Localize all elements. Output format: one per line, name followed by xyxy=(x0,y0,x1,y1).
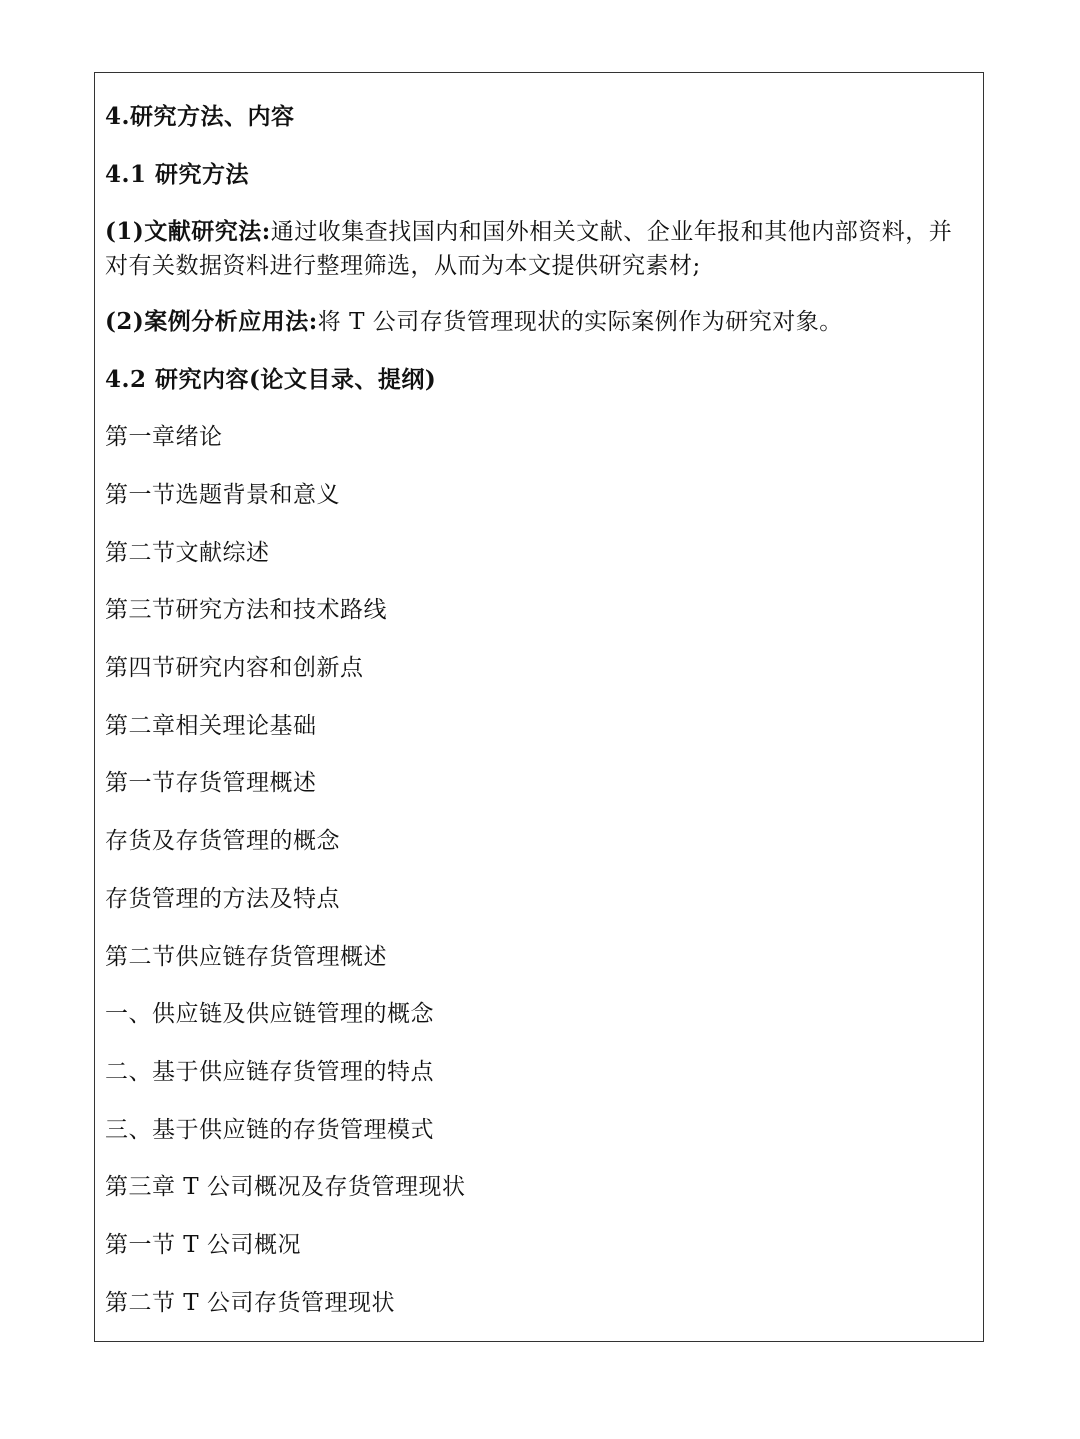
outline-item: 第一节选题背景和意义 xyxy=(105,482,340,508)
outline-item: 存货管理的方法及特点 xyxy=(105,886,340,912)
method-literature-label: (1)文献研究法: xyxy=(105,218,271,245)
method-literature xyxy=(105,215,971,283)
outline-item: 第四节研究内容和创新点 xyxy=(105,655,364,681)
outline-item: 三、基于供应链的存货管理模式 xyxy=(105,1117,434,1143)
methods-heading: 4.1 研究方法 xyxy=(105,161,250,188)
outline-item: 一、供应链及供应链管理的概念 xyxy=(105,1001,434,1027)
outline-item: 第三章 T 公司概况及存货管理现状 xyxy=(105,1174,466,1200)
outline-item: 第一章绪论 xyxy=(105,424,223,450)
method-case-study-text: 将 T 公司存货管理现状的实际案例作为研究对象。 xyxy=(317,309,843,335)
outline-item: 第一节存货管理概述 xyxy=(105,770,317,796)
outline-item: 第二章相关理论基础 xyxy=(105,713,317,739)
outline-item: 二、基于供应链存货管理的特点 xyxy=(105,1059,434,1085)
outline-item: 第二节供应链存货管理概述 xyxy=(105,944,387,970)
outline-item: 第二节 T 公司存货管理现状 xyxy=(105,1290,395,1316)
outline-item: 存货及存货管理的概念 xyxy=(105,828,340,854)
outline-item: 第三节研究方法和技术路线 xyxy=(105,597,387,623)
outline-item: 第一节 T 公司概况 xyxy=(105,1232,301,1258)
section-heading: 4.研究方法、内容 xyxy=(105,103,295,130)
content-heading: 4.2 研究内容(论文目录、提纲) xyxy=(105,366,437,393)
method-literature-text: 通过收集查找国内和国外相关文献、企业年报和其他内部资料，并对有关数据资料进行整理筛选，从而为本文提供研究素材; xyxy=(105,219,953,279)
method-case-study-label: (2)案例分析应用法: xyxy=(105,308,318,335)
outline-item: 第二节文献综述 xyxy=(105,540,270,566)
document-frame xyxy=(94,72,984,1342)
method-case-study xyxy=(105,306,843,338)
